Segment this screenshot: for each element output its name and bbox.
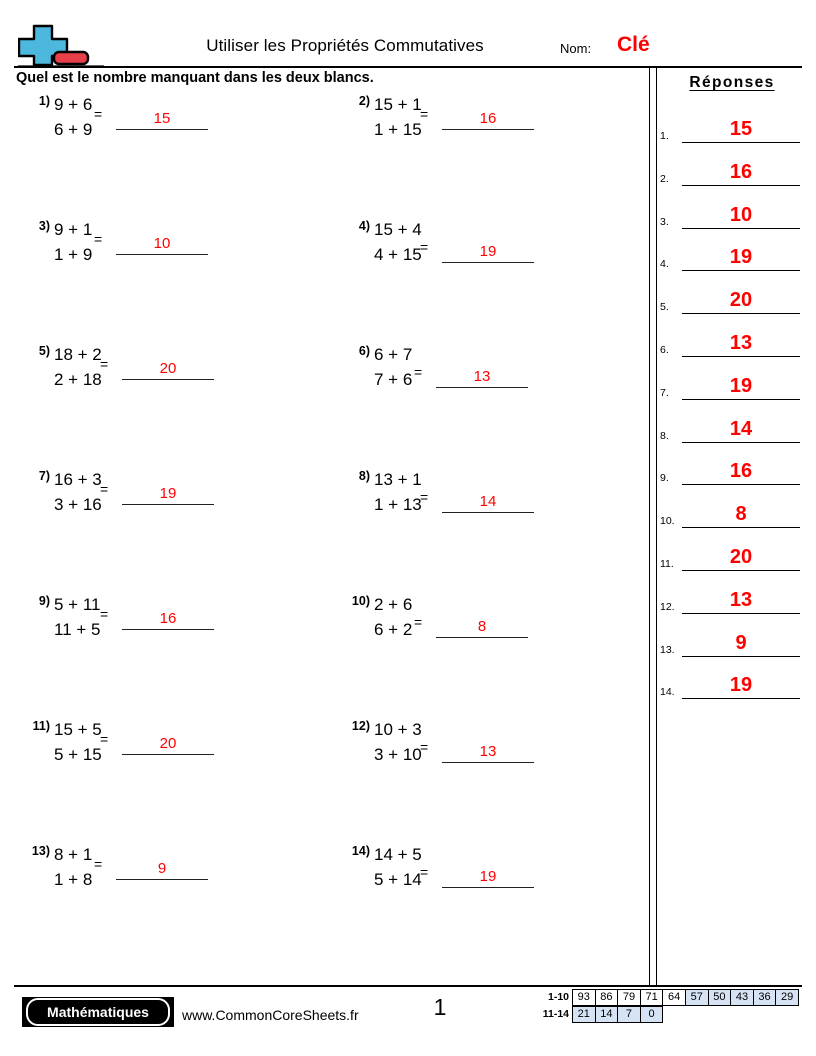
problem-expression-top: 6 + 7 (374, 345, 413, 364)
problem-expressions (54, 467, 102, 517)
problem-item (16, 844, 334, 908)
problem-item (16, 469, 334, 533)
answer-key-row-number: 7. (660, 386, 669, 399)
problem-expressions (374, 342, 412, 392)
answer-blank-rule (436, 387, 528, 388)
grading-scale (529, 989, 799, 1023)
instructions-text: Quel est le nombre manquant dans les deux blancs. (16, 70, 374, 86)
problem-answer-value: 8 (477, 618, 487, 635)
answer-blank[interactable] (116, 225, 208, 255)
problem-expression-top: 18 + 2 (54, 345, 102, 364)
answer-key-value: 10 (729, 203, 753, 226)
problem-number: 2) (358, 94, 370, 108)
grading-scale-cell: 93 (572, 989, 596, 1006)
grading-scale-cell: 86 (595, 989, 619, 1006)
grading-scale-cell: 50 (708, 989, 732, 1006)
answer-blank[interactable] (122, 600, 214, 630)
answer-key-row (660, 531, 804, 571)
grading-scale-cell: 79 (617, 989, 641, 1006)
problem-expression-top: 15 + 5 (54, 720, 102, 739)
answer-key-title: Réponses (689, 74, 775, 91)
answer-key-row-number: 1. (660, 130, 669, 142)
problem-expression-bottom: 1 + 8 (54, 870, 93, 889)
name-value: Clé (617, 33, 650, 56)
problem-item (336, 344, 654, 408)
problem-expressions (54, 217, 92, 267)
problem-expression-bottom: 3 + 16 (54, 495, 102, 514)
problem-expression-bottom: 4 + 15 (374, 245, 422, 264)
problem-expressions (54, 92, 92, 142)
problem-number: 13) (31, 844, 50, 858)
answer-blank[interactable] (122, 350, 214, 380)
answer-key-row-number: 14. (660, 686, 675, 699)
problem-expressions (54, 717, 102, 767)
page-header (0, 0, 816, 68)
problem-item (16, 344, 334, 408)
footer-divider-rule (14, 985, 802, 987)
equals-sign: = (420, 739, 429, 755)
answer-key-row (660, 617, 804, 657)
answer-key-value: 19 (729, 246, 753, 269)
problem-expression-bottom: 2 + 18 (54, 370, 102, 389)
problem-expression-bottom: 6 + 9 (54, 120, 93, 139)
answer-blank-rule (122, 754, 214, 755)
problem-expression-top: 8 + 1 (54, 845, 93, 864)
answer-key-row-number: 13. (660, 643, 675, 656)
brand-badge (22, 997, 174, 1027)
problem-answer-value: 10 (153, 235, 171, 252)
answer-key-row (660, 231, 804, 271)
problem-answer-value: 19 (479, 868, 497, 885)
problem-answer-value: 19 (479, 243, 497, 260)
answer-key-row (660, 360, 804, 400)
problem-expression-bottom: 1 + 15 (374, 120, 422, 139)
problem-answer-value: 16 (159, 610, 177, 627)
answer-blank-rule (122, 379, 214, 380)
answer-key-row (660, 403, 804, 443)
problem-expression-bottom: 1 + 13 (374, 495, 422, 514)
equals-sign: = (94, 106, 103, 122)
equals-sign: = (94, 231, 103, 247)
problem-number: 10) (351, 594, 370, 608)
grading-scale-cell: 0 (640, 1006, 664, 1023)
equals-sign: = (420, 239, 429, 255)
problem-expression-top: 5 + 11 (54, 595, 101, 614)
problem-expression-bottom: 1 + 9 (54, 245, 93, 264)
grading-scale-cell: 29 (775, 989, 799, 1006)
answer-key-row-number: 2. (660, 172, 669, 185)
answer-blank-rule (122, 629, 214, 630)
problem-expression-top: 14 + 5 (374, 845, 422, 864)
answer-key-value: 13 (729, 588, 753, 611)
brand-pill-outline (26, 998, 170, 1026)
problem-item (16, 594, 334, 658)
answer-key-value: 16 (729, 160, 753, 183)
problem-expression-bottom: 7 + 6 (374, 370, 413, 389)
problem-expressions (374, 592, 412, 642)
answer-key-row-number: 4. (660, 258, 669, 271)
equals-sign: = (414, 614, 423, 630)
problem-number: 4) (358, 219, 370, 233)
problem-expression-bottom: 5 + 15 (54, 745, 102, 764)
answer-key-row (660, 274, 804, 314)
problem-number: 5) (38, 344, 50, 358)
grading-scale-cell: 36 (753, 989, 777, 1006)
answer-key-value: 19 (729, 374, 753, 397)
answer-blank[interactable] (442, 483, 534, 513)
problem-expression-top: 13 + 1 (374, 470, 422, 489)
answer-key-row-number: 3. (660, 215, 669, 228)
problem-item (16, 219, 334, 283)
answer-blank[interactable] (116, 100, 208, 130)
site-url: www.CommonCoreSheets.fr (182, 1007, 359, 1023)
answer-key-row (660, 445, 804, 485)
answer-key-row (660, 317, 804, 357)
brand-label: Mathématiques (47, 1004, 149, 1020)
grading-scale-cell: 71 (640, 989, 664, 1006)
plus-minus-logo-icon (18, 22, 104, 68)
answer-key-row (660, 103, 804, 143)
answer-key-value: 8 (735, 503, 747, 526)
answer-key-row-number: 5. (660, 301, 669, 314)
answer-key-column (660, 68, 804, 978)
grading-scale-cell: 57 (685, 989, 709, 1006)
problem-answer-value: 19 (159, 485, 177, 502)
problem-expressions (374, 842, 422, 892)
grading-scale-cell: 43 (730, 989, 754, 1006)
answer-blank-rule (122, 504, 214, 505)
problem-answer-value: 13 (473, 368, 491, 385)
grading-scale-range-label: 1-10 (547, 991, 569, 1003)
answer-key-row-number: 6. (660, 344, 669, 356)
answer-blank-rule (442, 887, 534, 888)
answer-blank-rule (442, 762, 534, 763)
equals-sign: = (420, 489, 429, 505)
name-label: Nom: (560, 41, 592, 56)
problem-item (336, 94, 654, 158)
problems-grid (0, 88, 648, 968)
answer-blank-rule (442, 512, 534, 513)
problem-answer-value: 9 (157, 860, 167, 877)
problem-answer-value: 13 (479, 743, 497, 760)
problem-expression-bottom: 6 + 2 (374, 620, 413, 639)
problem-expressions (374, 217, 422, 267)
problem-expression-top: 10 + 3 (374, 720, 422, 739)
problem-number: 8) (358, 469, 370, 483)
answer-key-row (660, 488, 804, 528)
answer-key-row-number: 10. (660, 515, 675, 528)
answer-key-value: 13 (729, 332, 753, 354)
answer-key-row (660, 189, 804, 229)
problem-answer-value: 20 (159, 735, 177, 752)
answer-blank-rule (442, 262, 534, 263)
equals-sign: = (420, 864, 429, 880)
grading-scale-range-label: 11-14 (542, 1008, 569, 1020)
answer-blank[interactable] (116, 850, 208, 880)
problem-expression-bottom: 5 + 14 (374, 870, 422, 889)
equals-sign: = (420, 106, 429, 122)
problem-answer-value: 20 (159, 360, 177, 377)
answer-blank-rule (116, 879, 208, 880)
answer-key-row-number: 11. (660, 558, 674, 570)
grading-scale-cell: 7 (617, 1006, 641, 1023)
answer-blank[interactable] (436, 358, 528, 388)
equals-sign: = (94, 856, 103, 872)
problem-number: 6) (358, 344, 370, 358)
problem-expression-top: 15 + 1 (374, 95, 422, 114)
answer-key-value: 20 (729, 546, 753, 568)
problem-expressions (374, 92, 422, 142)
equals-sign: = (100, 356, 109, 372)
problem-expression-bottom: 3 + 10 (374, 745, 422, 764)
grading-scale-cell: 14 (595, 1006, 619, 1023)
answer-key-row (660, 659, 804, 699)
problem-expressions (374, 717, 422, 767)
answer-key-value: 20 (729, 289, 753, 312)
problem-expressions (54, 592, 100, 642)
answer-blank-rule (442, 129, 534, 130)
answer-blank[interactable] (442, 233, 534, 263)
problem-number: 3) (38, 219, 50, 233)
answer-key-row (660, 574, 804, 614)
problem-item (16, 94, 334, 158)
problem-expression-top: 15 + 4 (374, 220, 422, 239)
equals-sign: = (100, 731, 109, 747)
grading-scale-cell: 64 (662, 989, 686, 1006)
problem-number: 14) (351, 844, 370, 858)
answer-key-row (660, 146, 804, 186)
answer-blank-rule (116, 254, 208, 255)
page-title: Utiliser les Propriétés Commutatives (206, 36, 484, 55)
answer-key-value: 19 (729, 674, 753, 697)
answer-key-row-number: 8. (660, 429, 669, 442)
equals-sign: = (100, 606, 109, 622)
answer-blank-rule (116, 129, 208, 130)
equals-sign: = (100, 481, 109, 497)
equals-sign: = (414, 364, 423, 380)
page-number: 1 (433, 994, 447, 1020)
answer-blank[interactable] (122, 725, 214, 755)
problem-answer-value: 16 (479, 110, 497, 127)
grading-scale-cell: 21 (572, 1006, 596, 1023)
problem-expression-top: 16 + 3 (54, 470, 102, 489)
problem-expressions (54, 342, 102, 392)
problem-expression-top: 9 + 6 (54, 95, 93, 114)
problem-expression-top: 9 + 1 (54, 220, 93, 239)
answer-key-row-number: 12. (660, 600, 675, 613)
problem-expression-bottom: 11 + 5 (54, 620, 101, 639)
problem-number: 7) (38, 469, 50, 483)
grading-scale-row (529, 989, 799, 1006)
problem-expressions (374, 467, 422, 517)
answer-key-value: 16 (729, 460, 753, 483)
problem-number: 11) (32, 719, 50, 733)
answer-blank-rule (436, 637, 528, 638)
problem-item (16, 719, 334, 783)
problem-number: 9) (38, 594, 50, 608)
problem-item (336, 469, 654, 533)
grading-scale-row (529, 1006, 799, 1023)
problem-item (336, 219, 654, 283)
answer-blank[interactable] (436, 608, 528, 638)
answer-key-value: 15 (729, 118, 753, 140)
problem-answer-value: 15 (153, 110, 171, 127)
problem-number: 12) (351, 719, 370, 733)
problem-item (336, 719, 654, 783)
problem-item (336, 594, 654, 658)
answer-blank[interactable] (122, 475, 214, 505)
answer-blank[interactable] (442, 858, 534, 888)
answer-key-value: 14 (729, 417, 753, 440)
problem-answer-value: 14 (479, 493, 497, 510)
problem-expressions (54, 842, 92, 892)
answer-blank[interactable] (442, 100, 534, 130)
problem-item (336, 844, 654, 908)
answer-key-row-number: 9. (660, 472, 669, 485)
problem-expression-top: 2 + 6 (374, 595, 413, 614)
answer-blank[interactable] (442, 733, 534, 763)
answer-key-value: 9 (735, 631, 747, 654)
problem-number: 1) (38, 94, 50, 108)
